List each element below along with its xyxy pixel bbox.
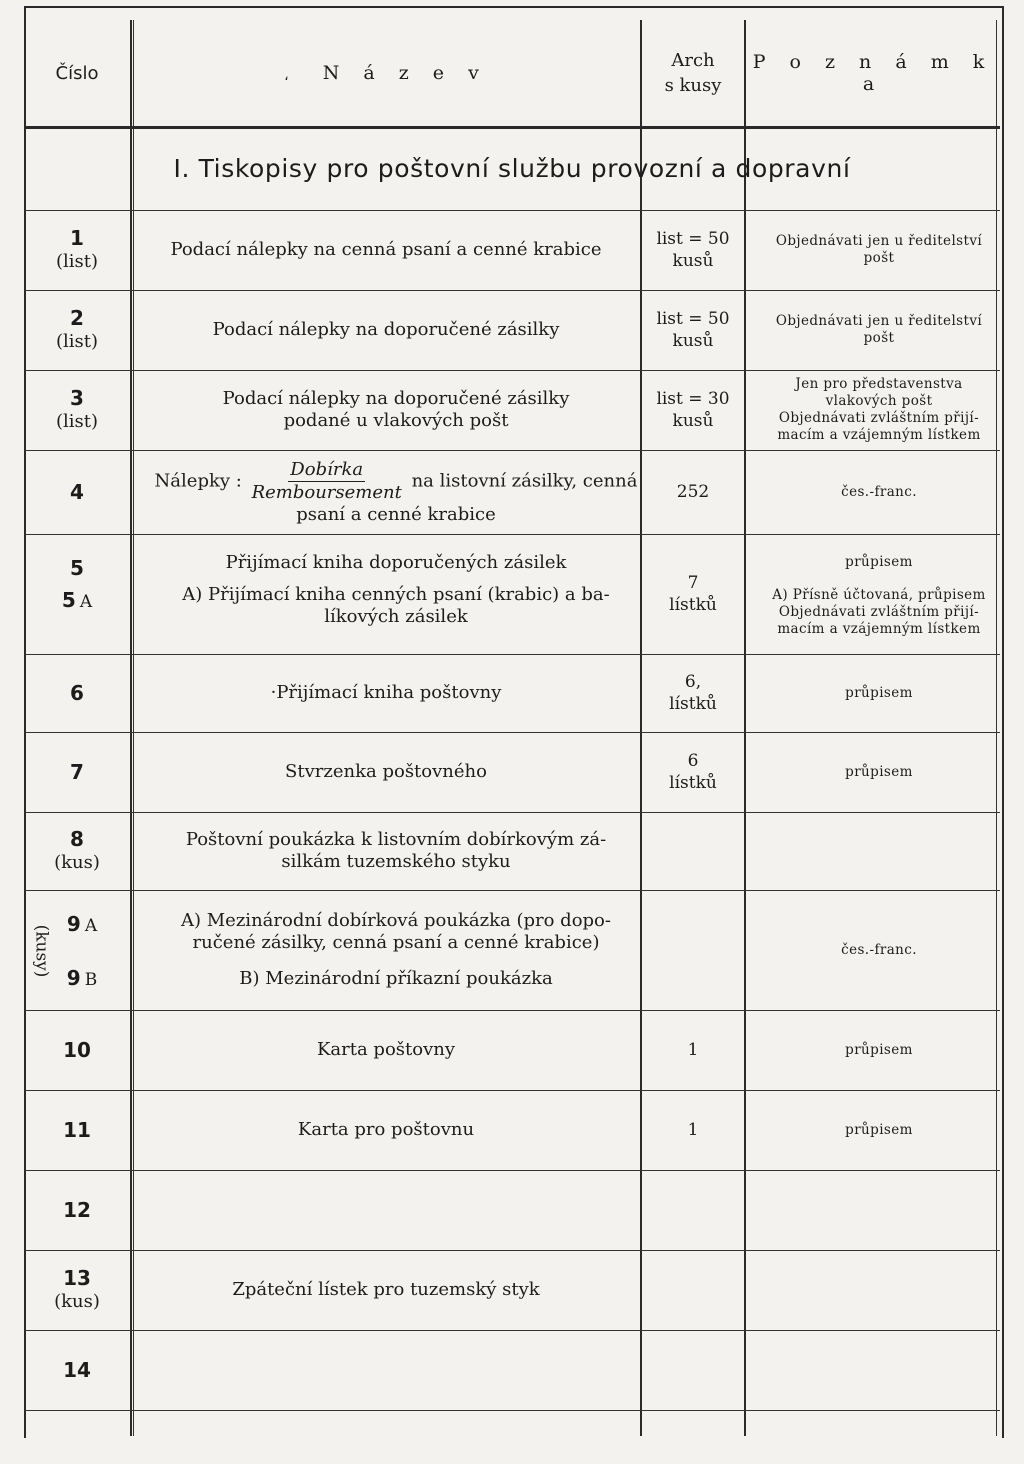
stray-mark: ، [284,68,289,84]
row-note: macím a vzájemným lístkem [777,427,981,443]
row-note: čes.-franc. [841,483,917,500]
row-name: ·Přijímací kniha poštovny [270,682,502,703]
row-name: Karta poštovny [316,1039,456,1060]
row-letter: B [84,970,98,990]
row-note: průpisem [845,1041,913,1058]
row-arch: list = 30 [656,389,730,409]
row-note: Objednávati jen u ředitelství [775,313,983,329]
table-row [24,1170,1000,1251]
row-name: Karta pro poštovnu [297,1119,475,1140]
row-arch-unit: kusů [672,251,714,271]
row-arch-unit: lístků [669,773,717,793]
row-name: Poštovní poukázka k listovním dobírkovým zá- [185,829,607,850]
section-title: I. Tiskopisy pro poštovní službu provozní a dopravní [24,126,1000,211]
row-arch-unit: lístků [669,595,717,615]
row-name: podané u vlakových pošt [283,410,509,431]
row-number: 1 [70,226,84,250]
row-arch: 6, [684,672,702,692]
row-number: 5 [61,588,76,612]
row-name: psaní a cenné krabice [296,503,496,525]
table-row [24,450,1000,535]
row-arch-unit: lístků [669,694,717,714]
row-letter: A [84,916,98,936]
row-number: 2 [70,306,84,330]
header-note-label: P o z n á m k a [752,51,994,95]
row-unit: (list) [55,251,99,272]
fraction [252,459,402,504]
row-number: 9 [66,966,81,990]
row-arch: 7 [687,573,699,593]
row-number: 6 [70,681,84,705]
row-arch: 1 [687,1120,699,1140]
row-number: 5 [70,556,84,580]
row-name: Přijímací kniha doporučených zásilek [225,552,567,573]
row-note: Jen pro představenstva [795,376,963,392]
table-row [24,812,1000,891]
header-name [132,20,640,126]
table-row [24,1250,1000,1331]
header-number-label: Číslo [55,62,99,84]
row-unit: (list) [55,331,99,352]
row-name: Podací nálepky na doporučené zásilky [212,319,560,340]
row-arch-unit: kusů [672,331,714,351]
row-unit-vertical: (kusy) [31,924,51,978]
row-number: 7 [70,760,84,784]
row-note: vlakových pošt [825,393,933,409]
row-name-prefix: Nálepky : [154,470,242,491]
row-name: Podací nálepky na cenná psaní a cenné krabice [170,239,602,260]
row-unit: (list) [55,411,99,432]
row-note: Objednávati zvláštním přijí- [778,604,980,620]
table-row [24,654,1000,733]
row-unit: (kus) [54,852,100,873]
row-note: Objednávati zvláštním přijí- [778,410,980,426]
row-number: 3 [70,386,84,410]
table-continuation [24,1410,1000,1436]
row-note: pošt [863,330,895,346]
header-note [746,20,1000,126]
row-unit: (kus) [54,1291,100,1312]
table-row [24,1330,1000,1411]
table-row [24,890,1000,1011]
table-header [24,20,1000,129]
row-letter: A [79,592,93,612]
row-number: 13 [63,1266,91,1290]
header-number [24,20,130,126]
row-note: macím a vzájemným lístkem [777,621,981,637]
row-arch: list = 50 [656,229,730,249]
row-note: průpisem [845,554,913,570]
row-number: 12 [63,1198,91,1222]
row-note: průpisem [845,1121,913,1138]
row-name: Podací nálepky na doporučené zásilky [222,388,570,409]
table-row [24,1090,1000,1171]
row-note: pošt [863,250,895,266]
row-name: líkových zásilek [324,606,468,627]
table-row [24,1010,1000,1091]
table-row [24,732,1000,813]
table-row [24,370,1000,451]
row-number: 8 [70,827,84,851]
row-name: A) Mezinárodní dobírková poukázka (pro dopo- [181,910,611,931]
row-arch: 252 [676,482,710,502]
row-number: 10 [63,1038,91,1062]
row-name: Stvrzenka poštovného [285,761,487,782]
table-row [24,290,1000,371]
row-name: silkám tuzemského styku [281,851,511,872]
header-arch [642,20,744,126]
row-arch: 6 [687,751,699,771]
row-number: 14 [63,1358,91,1382]
row-name-suffix: na listovní zásilky, cenná [411,470,638,491]
table-row [24,534,1000,655]
header-name-label: N á z e v [322,62,488,84]
row-note: průpisem [845,763,913,780]
row-name: Zpáteční lístek pro tuzemský styk [232,1279,540,1300]
row-arch: list = 50 [656,309,730,329]
row-name: A) Přijímací kniha cenných psaní (krabic) a ba- [182,584,610,605]
row-number: 9 [66,912,81,936]
row-number: 4 [70,480,84,504]
row-note: průpisem [845,684,913,701]
row-arch-unit: kusů [672,411,714,431]
table-row [24,210,1000,291]
row-note: čes.-franc. [841,941,917,958]
row-arch: 1 [687,1040,699,1060]
header-arch-line1: Arch [671,50,715,71]
row-name: ručené zásilky, cenná psaní a cenné krabice) [192,932,600,953]
header-arch-line2: s kusy [664,75,722,96]
row-note: A) Přísně účtovaná, průpisem [772,587,986,603]
fraction-numerator: Dobírka [290,458,364,480]
row-number: 11 [63,1118,91,1142]
row-name: B) Mezinárodní příkazní poukázka [239,968,553,989]
fraction-denominator: Remboursement [251,481,402,503]
row-note: Objednávati jen u ředitelství [775,233,983,249]
